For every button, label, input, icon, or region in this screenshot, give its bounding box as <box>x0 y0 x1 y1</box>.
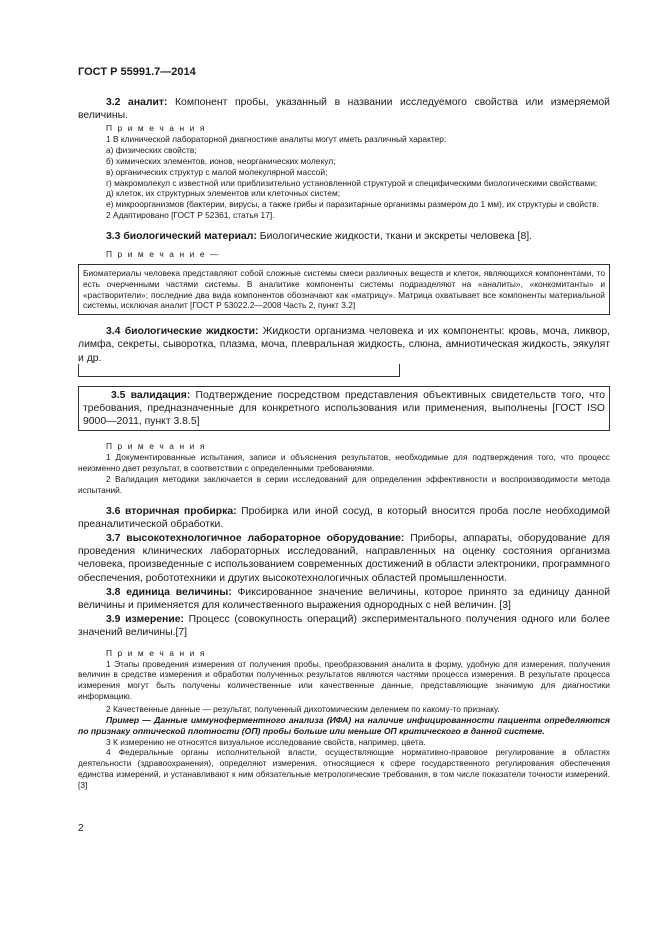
note-item: 4 Федеральные органы исполнительной власти, осуществляющие нормативно-правовое регулирование в областях деятельности (здравоохранения), определяют измерения, относящиеся к сфере государственного регулирования обеспечения единства измерений, и устанавливают к ним обязательные метрологические требования, в том числе показатели точности измерений. [3] <box>78 747 610 790</box>
note-item: 1 Документированные испытания, записи и объяснения результатов, необходимые для подтверждения того, что процесс неизменно дает результат, в соответствии с определенными требованиями. <box>78 452 610 474</box>
note-item: 2 Качественные данные — результат, полученный дихотомическим делением по какому-то признаку. <box>106 703 500 714</box>
document-header: ГОСТ Р 55991.7—2014 <box>78 66 196 78</box>
notes-3-5 <box>78 441 610 495</box>
example-text: Пример — Данные иммуноферментного анализа (ИФА) на наличие инфицированности пациента определяются по признаку оптической плотности (ОП) пробы больше или меньше ОП критического в данной системе. <box>78 714 610 736</box>
note-item: в) органических структур с малой молекулярной массой; <box>106 166 328 177</box>
term-name: аналит: <box>128 97 168 108</box>
term-name: высокотехнологичное лабораторное оборудование: <box>126 532 405 544</box>
note-item: е) микроорганизмов (бактерии, вирусы, а также грибы и паразитарные организмы размером до 1 мм), их структуры и свойств. <box>106 199 599 210</box>
term-3-6 <box>78 505 610 531</box>
term-name: биологические жидкости: <box>124 326 259 338</box>
term-number: 3.7 <box>106 532 121 544</box>
term-name: измерение: <box>125 614 184 626</box>
term-number: 3.6 <box>106 505 121 517</box>
term-definition: Подтверждение посредством представления объективных свидетельств того, что требования, предназначенные для конкретного использования или применения, выполнены [ГОСТ ISO 9000—2011, пункт 3.8.5] <box>83 389 606 428</box>
note-item: 1 В клинической лабораторной диагностике аналиты могут иметь различный характер: <box>106 134 447 145</box>
note-item: а) физических свойств; <box>106 145 197 156</box>
term-number: 3.5 <box>111 389 126 401</box>
term-definition: Биологические жидкости, ткани и экскреты человека [8]. <box>256 230 532 242</box>
term-3-2 <box>78 96 610 122</box>
notes-3-2 <box>78 123 610 220</box>
term-name: вторичная пробирка: <box>125 505 237 517</box>
note-item: д) клеток, их структурных элементов или клеточных систем; <box>106 188 341 199</box>
term-name: валидация: <box>130 389 191 401</box>
term-number: 3.2 <box>106 97 121 108</box>
term-definition: Приборы, аппараты, оборудование для проведения клинических лабораторных исследований, направленных на оценку состояния организма человека, произведенные с использованием современных достижений в области электроники, программного обеспечения, робототехники и других высокотехнологичных областей промышленности. <box>78 532 610 584</box>
note-box-3-3 <box>78 264 610 315</box>
page-number: 2 <box>78 823 84 834</box>
note-item: 2 Валидация методики заключается в серии исследований для определения эффективности и воспроизводимости метода испытаний. <box>78 473 610 495</box>
note-item: г) макромолекул с известной или приблизительно установленной структурой и специфическими биологическими свойствами; <box>106 177 598 188</box>
term-3-5 <box>83 389 605 429</box>
notes-3-9 <box>78 648 610 791</box>
term-number: 3.8 <box>106 586 121 598</box>
note-item: б) химических элементов, ионов, неорганических молекул; <box>106 156 336 166</box>
notes-heading: П р и м е ч а н и я <box>106 441 206 452</box>
term-3-3 <box>78 230 610 243</box>
term-definition: Фиксированное значение величины, которое принято за единицу данной величины и применяется для количественного выражения однородных с ней величин. [3] <box>78 586 611 611</box>
term-definition: Пробирка или иной сосуд, в который вносится проба после необходимой преаналитической обработки. <box>78 505 611 530</box>
term-box-3-5 <box>78 386 610 432</box>
term-3-9 <box>78 613 610 639</box>
term-3-7 <box>78 532 610 585</box>
term-number: 3.4 <box>106 326 121 338</box>
term-name: биологический материал: <box>123 230 257 242</box>
frame-line <box>78 364 400 377</box>
term-definition: Компонент пробы, указанный в названии исследуемого свойства или измеряемой величины. <box>78 97 610 122</box>
notes-heading: П р и м е ч а н и я <box>106 647 206 658</box>
notes-heading: П р и м е ч а н и я <box>106 123 206 134</box>
note-item: 3 К измерению не относятся визуальное исследование свойств, например, цвета. <box>106 736 426 747</box>
note-item: 1 Этапы проведения измерения от получения пробы, преобразования аналита в форму, удобную для измерения, получения величин в средстве измерения и обработки полученных результатов являются частями процесса измерения. В результате процесса измерения могут быть получены количественные или качественные данные, представляющие значимую для диагностики информацию. <box>78 658 610 701</box>
document-content <box>78 96 610 791</box>
note-item: 2 Адаптировано [ГОСТ Р 52361, статья 17]. <box>106 209 275 220</box>
term-definition: Жидкости организма человека и их компоненты: кровь, моча, ликвор, лимфа, секреты, сыворотка, плазма, моча, плевральная жидкость, слюна, амниотическая жидкость, эякулят и др. <box>78 326 610 364</box>
note-text: Биоматериалы человека представляют собой сложные системы смеси различных веществ и клеток, являющихся компонентами, то есть очерченными частями системы. В аналитике компоненты системы подразделяют на «аналиты», «конкомитанты» и «растворители»; последние два вида компонентов обозначают как «матрицу». Матрица охватывает все компоненты материальной системы, исключая аналит [ГОСТ Р 53022.2—2008 Часть 2, пункт 3.2] <box>83 267 605 311</box>
term-number: 3.3 <box>106 230 121 242</box>
term-number: 3.9 <box>106 614 121 626</box>
term-definition: Процесс (совокупность операций) экспериментального получения одного или более значений величины.[7] <box>78 614 610 639</box>
note-heading-single: П р и м е ч а н и е — <box>106 248 220 259</box>
term-3-4 <box>78 325 610 365</box>
term-name: единица величины: <box>126 586 232 598</box>
term-3-8 <box>78 586 610 612</box>
